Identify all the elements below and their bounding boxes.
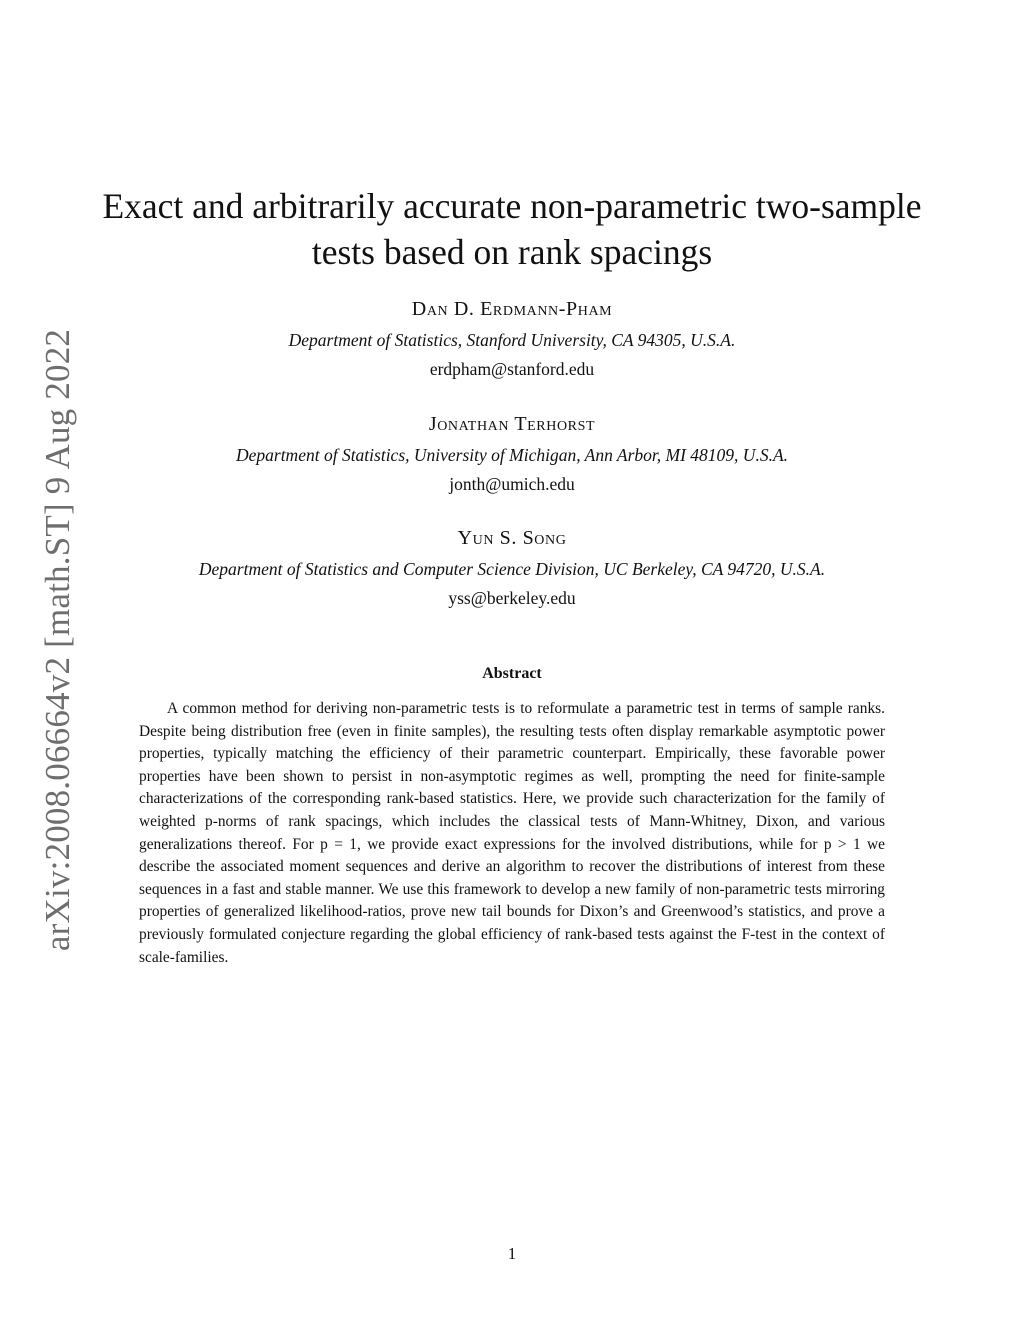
author-name: Dan D. Erdmann-Pham [411,298,613,320]
author-name: Jonathan Terhorst [428,413,596,435]
abstract-heading: Abstract [482,665,542,682]
abstract-body [139,698,885,969]
author-email: yss@berkeley.edu [448,588,576,608]
author-block-1 [100,296,924,384]
author-email: jonth@umich.edu [449,474,575,494]
author-block-3 [100,525,924,613]
author-affiliation: Department of Statistics, Stanford University, CA 94305, U.S.A. [288,330,736,350]
abstract-paragraph: A common method for deriving non-parametric tests is to reformulate a parametric test in terms of sample ranks. Despite being distribution free (even in finite samples), the resulting tests often display remarkable asymptotic power properties, typically matching the efficiency of their parametric counterpart. Empirically, these favorable power properties have been shown to persist in non-asymptotic regimes as well, prompting the need for finite-sample characterizations of the corresponding rank-based statistics. Here, we provide such characterization for the family of weighted p-norms of rank spacings, which includes the classical tests of Mann-Whitney, Dixon, and various generalizations thereof. For p = 1, we provide exact expressions for the involved distributions, while for p > 1 we describe the associated moment sequences and derive an algorithm to recover the distributions of interest from these sequences in a fast and stable manner. We use this framework to develop a new family of non-parametric tests mirroring properties of generalized likelihood-ratios, prove new tail bounds for Dixon’s and Greenwood’s statistics, and prove a previously formulated conjecture regarding the global efficiency of rank-based tests against the F-test in the context of scale-families. [139,700,885,966]
author-block-2 [100,411,924,499]
author-affiliation: Department of Statistics and Computer Science Division, UC Berkeley, CA 94720, U.S.A. [198,559,826,579]
paper-title: Exact and arbitrarily accurate non-parametric two-sample tests based on rank spacings [102,186,922,272]
page-number: 1 [507,1244,517,1263]
author-name: Yun S. Song [457,527,567,549]
author-affiliation: Department of Statistics, University of Michigan, Ann Arbor, MI 48109, U.S.A. [235,445,789,465]
arxiv-identifier-stamp: arXiv:2008.06664v2 [math.ST] 9 Aug 2022 [38,328,77,952]
author-email: erdpham@stanford.edu [429,359,595,379]
